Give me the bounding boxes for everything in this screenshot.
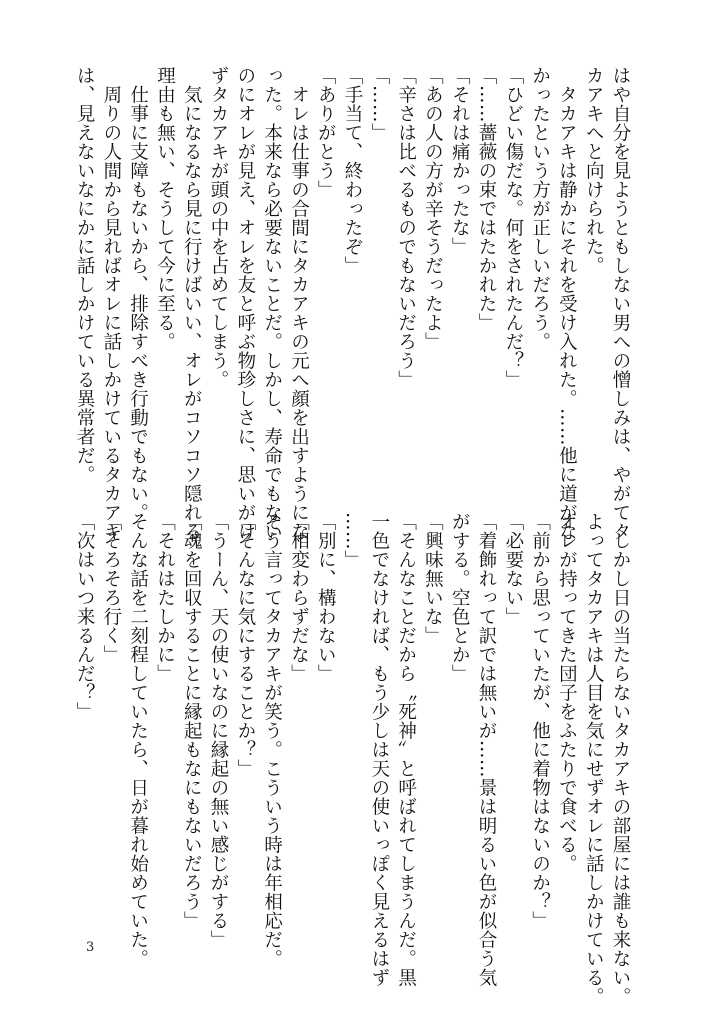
page-number: 3 <box>86 940 95 955</box>
text-line: 「それはたしかに」 <box>154 512 176 683</box>
text-line: そんな話を二刻程していたら、日が暮れ始めていた。 <box>127 512 149 968</box>
text-block-upper <box>70 66 633 541</box>
text-line: 「そんなに気にすることか？」 <box>234 512 256 778</box>
text-line: は、見えないなにかに話しかけている異常者だ。 <box>74 66 96 484</box>
text-line: 周りの人間から見ればオレに話しかけているタカアキ <box>100 66 122 541</box>
text-line: 「あの人の方が辛そうだったよ」 <box>422 66 444 351</box>
text-line: 「それは痛かったな」 <box>449 66 471 256</box>
text-line: よってタカアキは人目を気にせずオレに話しかけている。 <box>583 512 605 1006</box>
text-line: ずタカアキが頭の中を占めてしまう。 <box>208 66 230 389</box>
text-line: 「前から思っていたが、他に着物はないのか？」 <box>529 512 551 930</box>
text-line: 仕事に支障もないから、排除すべき行動でもない。 <box>127 66 149 522</box>
text-line: 「手当て、終わったぞ」 <box>342 66 364 275</box>
text-line: 「ひどい傷だな。何をされたんだ？」 <box>502 66 524 389</box>
text-line: のにオレが見え、オレを友と呼ぶ物珍しさに、思いがけ <box>234 66 256 541</box>
text-line: 「相変わらずだな」 <box>288 512 310 683</box>
text-line: 「ありがとう」 <box>315 66 337 199</box>
text-line: しかし日の当たらないタカアキの部屋には誰も来ない。 <box>610 512 631 1006</box>
text-line: ……」 <box>342 512 364 569</box>
text-line: 「うーん、天の使いなのに縁起の無い感じがする」 <box>208 512 230 949</box>
text-line: 「次はいつ来るんだ？」 <box>74 512 96 721</box>
text-line: 気になるなら見に行けばいい、オレがコソコソ隠れる <box>181 66 203 541</box>
text-line: タカアキは静かにそれを受け入れた。……他に道がな <box>556 66 578 541</box>
text-line: そう言ってタカアキが笑う。こういう時は年相応だ。 <box>261 512 283 968</box>
text-line: 「着飾れって訳では無いが……景は明るい色が似合う気 <box>476 512 498 987</box>
text-line: 「そんなことだから〝死神〟と呼ばれてしまうんだ。黒 <box>395 512 417 987</box>
text-block-lower <box>70 512 633 1006</box>
text-line: 「そろそろ行く」 <box>100 512 122 664</box>
text-line: 「興味無いな」 <box>422 512 444 645</box>
text-line: オレは仕事の合間にタカアキの元へ顔を出すようにな <box>288 66 310 541</box>
text-line: はや自分を見ようともしない男への憎しみは、やがてタ <box>610 66 631 541</box>
text-line: カアキへと向けられた。 <box>583 66 605 275</box>
text-line: った。本来なら必要ないことだ。しかし、寿命でもない <box>261 66 283 541</box>
text-line: 「辛さは比べるものでもないだろう」 <box>395 66 417 389</box>
text-line: オレが持ってきた団子をふたりで食べる。 <box>556 512 578 873</box>
text-line: 「必要ない」 <box>502 512 524 626</box>
text-line: 「別に、構わない」 <box>315 512 337 683</box>
text-line: 「魂を回収することに縁起もなにもないだろう」 <box>181 512 203 930</box>
text-line: 一色でなければ、もう少しは天の使いっぽく見えるはず <box>368 512 390 987</box>
text-line: かったという方が正しいだろう。 <box>529 66 551 351</box>
text-line: がする。空色とか」 <box>449 512 471 683</box>
text-line: 「……」 <box>368 66 390 142</box>
text-line: 理由も無い、そうして今に至る。 <box>154 66 176 351</box>
text-line: 「……薔薇の束ではたかれた」 <box>476 66 498 332</box>
